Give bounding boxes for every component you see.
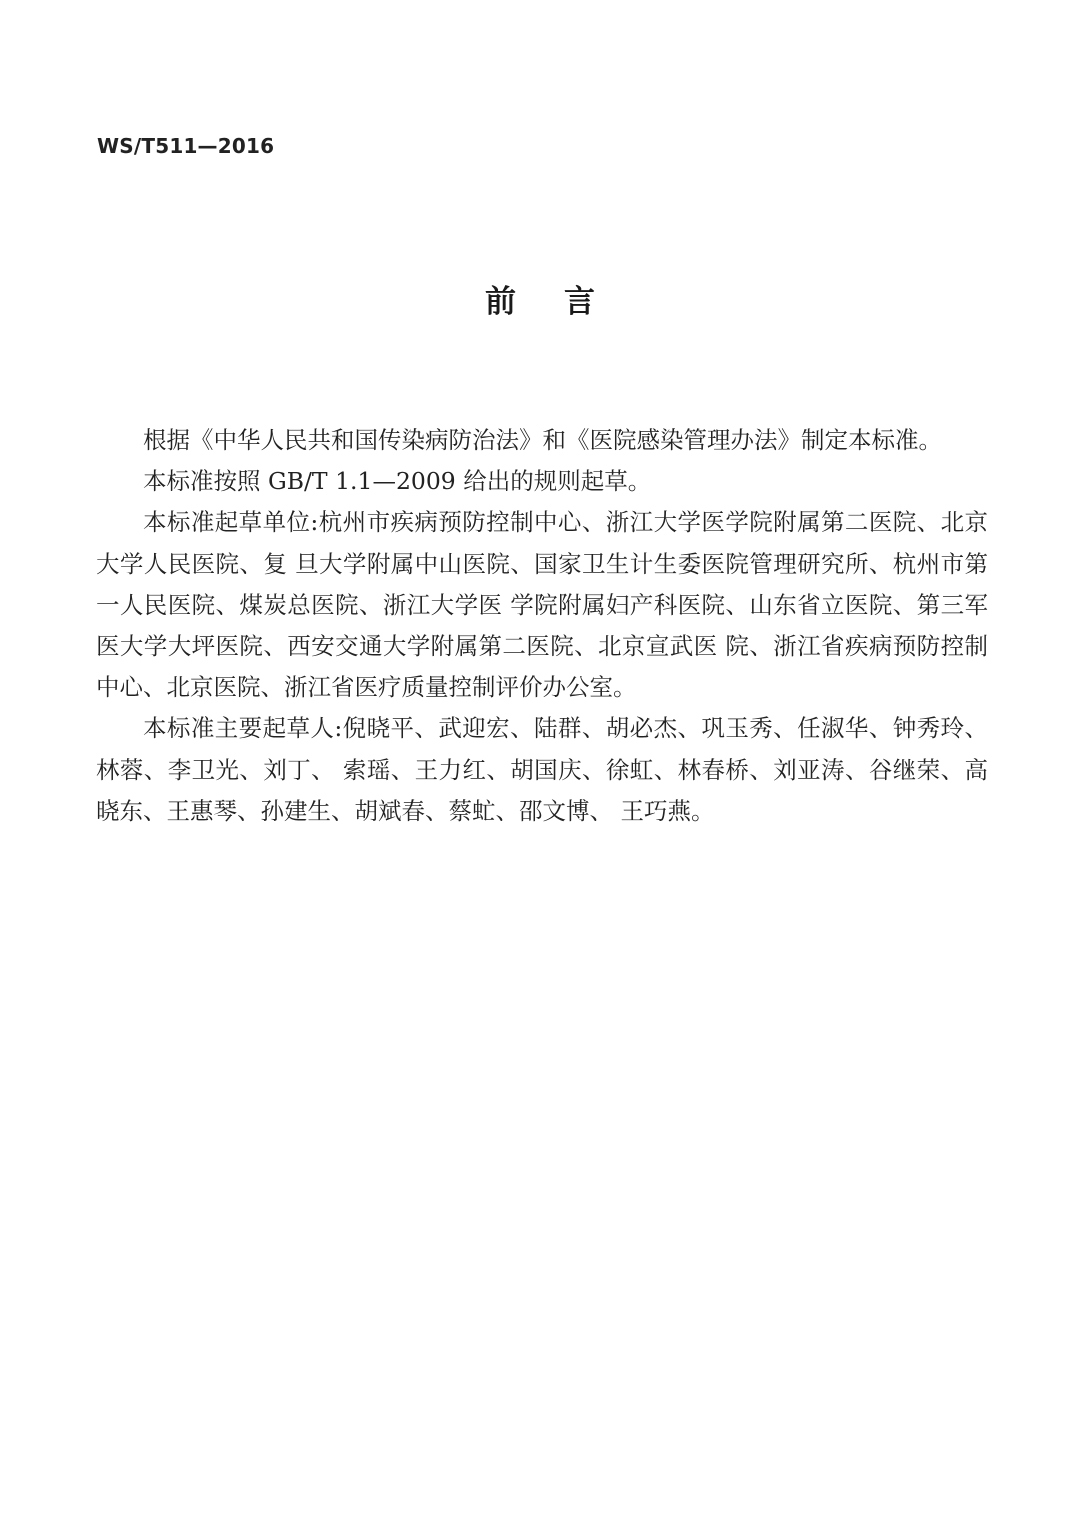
document-code: WS/T511—2016	[97, 134, 275, 158]
section-title-char-2: 言	[564, 284, 595, 320]
paragraph-drafting-rules: 本标准按照 GB/T 1.1—2009 给出的规则起草。	[143, 467, 652, 496]
foreword-body	[96, 420, 988, 832]
paragraph-main-drafters: 本标准主要起草人:倪晓平、武迎宏、陆群、胡必杰、巩玉秀、任淑华、钟秀玲、林蓉、李卫光、刘丁、 索瑶、王力红、胡国庆、徐虹、林春桥、刘亚涛、谷继荣、高晓东、王惠琴、孙建生、胡斌春、蔡虻、邵文博、 王巧燕。	[96, 714, 988, 825]
section-title	[0, 276, 1080, 321]
section-title-char-1: 前	[485, 284, 516, 320]
paragraph-drafting-units: 本标准起草单位:杭州市疾病预防控制中心、浙江大学医学院附属第二医院、北京大学人民医院、复 旦大学附属中山医院、国家卫生计生委医院管理研究所、杭州市第一人民医院、煤炭总医院、浙江大学医 学院附属妇产科医院、山东省立医院、第三军医大学大坪医院、西安交通大学附属第二医院、北京宣武医 院、浙江省疾病预防控制中心、北京医院、浙江省医疗质量控制评价办公室。	[96, 508, 988, 702]
paragraph-basis: 根据《中华人民共和国传染病防治法》和《医院感染管理办法》制定本标准。	[143, 426, 942, 454]
